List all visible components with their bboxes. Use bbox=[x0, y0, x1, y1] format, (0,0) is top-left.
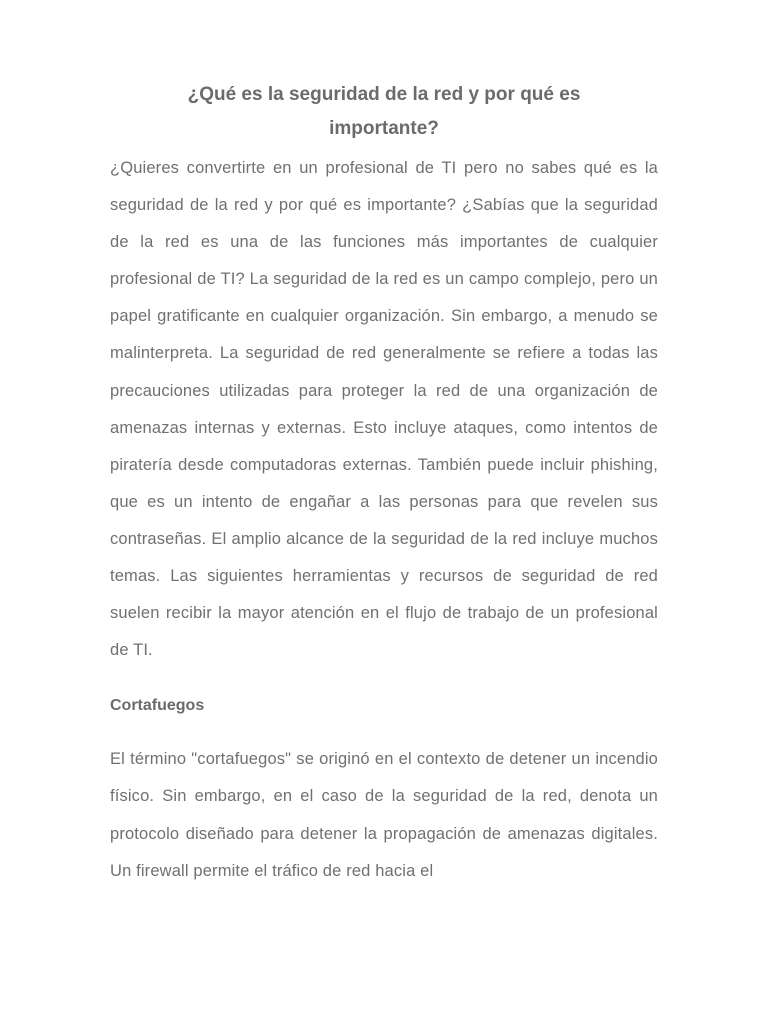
intro-paragraph: ¿Quieres convertirte en un profesional de TI pero no sabes qué es la seguridad de la red y por qué es importante? ¿Sabías que la seguridad de la red es una de las funciones más importantes de cualquier profesional de TI? La seguridad de la red es un campo complejo, pero un papel gratificante en cualquier organización. Sin embargo, a menudo se malinterpreta. La seguridad de red generalmente se refiere a todas las precauciones utilizadas para proteger la red de una organización de amenazas internas y externas. Esto incluye ataques, como intentos de piratería desde computadoras externas. También puede incluir phishing, que es un intento de engañar a las personas para que revelen sus contraseñas. El amplio alcance de la seguridad de la red incluye muchos temas. Las siguientes herramientas y recursos de seguridad de red suelen recibir la mayor atención en el flujo de trabajo de un profesional de TI. bbox=[110, 159, 658, 660]
cortafuegos-paragraph: El término "cortafuegos" se originó en el contexto de detener un incendio físico. Sin embargo, en el caso de la seguridad de la red, denota un protocolo diseñado para detener la propagación de amenazas digitales. Un firewall permite el tráfico de red hacia el bbox=[110, 750, 658, 880]
section-heading-cortafuegos: Cortafuegos bbox=[110, 697, 205, 715]
document-page bbox=[110, 78, 658, 890]
document-title: ¿Qué es la seguridad de la red y por qué es importante? bbox=[187, 84, 581, 139]
